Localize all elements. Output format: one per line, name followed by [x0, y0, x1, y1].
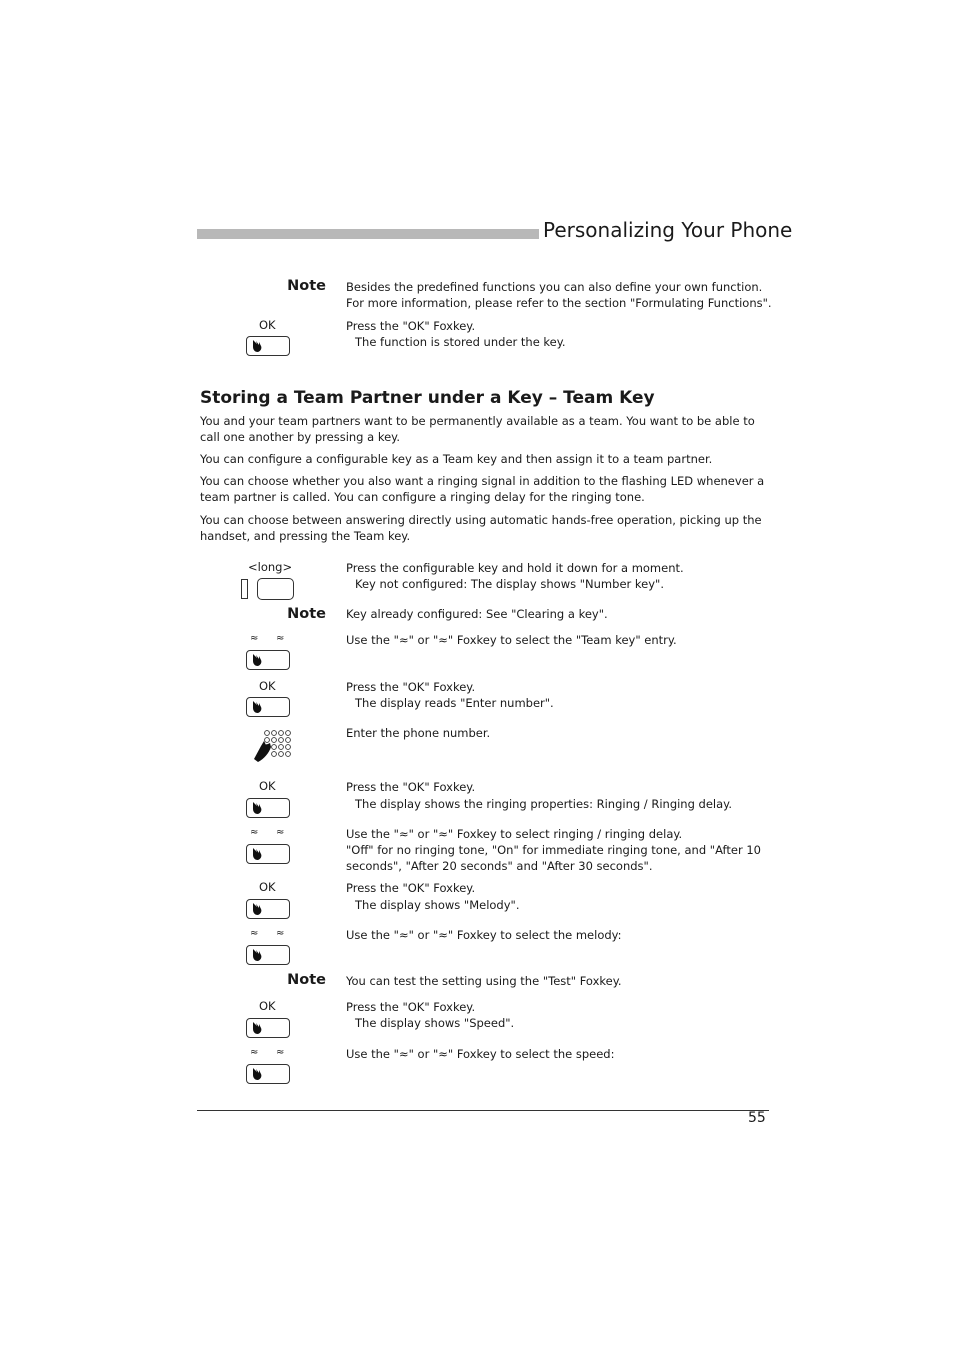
ok-label: OK	[259, 318, 276, 332]
foxkey-icon	[246, 650, 290, 670]
footer-divider	[197, 1110, 769, 1111]
foxkey-icon	[246, 798, 290, 818]
foxkey-icon	[246, 1064, 290, 1084]
note-label: Note	[287, 278, 326, 294]
paragraph-3: You can choose whether you also want a ringing signal in addition to the flashing LED whenever a team partner is called. You can configure a ringing delay for the ringing tone.	[200, 474, 765, 504]
paragraph-4: You can choose between answering directly using automatic hands-free operation, picking up the handset, and pressing the Team key.	[200, 513, 762, 543]
hand-icon	[250, 652, 266, 668]
foxkey-icon	[246, 899, 290, 919]
foxkey-icon	[246, 336, 290, 356]
page-number: 55	[748, 1110, 766, 1126]
arrow-up-icon: ≈	[250, 928, 259, 939]
hand-icon	[250, 947, 266, 963]
section-title: Storing a Team Partner under a Key – Team Key	[200, 388, 655, 408]
step-text: Press the "OK" Foxkey.	[346, 1000, 476, 1014]
step-detail: "Off" for no ringing tone, "On" for immediate ringing tone, and "After 10	[346, 843, 761, 857]
step-detail: seconds", "After 20 seconds" and "After 30 seconds".	[346, 859, 653, 873]
paragraph-2: You can configure a configurable key as a Team key and then assign it to a team partner.	[200, 452, 713, 466]
foxkey-icon	[246, 697, 290, 717]
step-result: The display shows "Melody".	[355, 898, 520, 912]
step-text: Press the "OK" Foxkey.	[346, 680, 476, 694]
ok-label: OK	[259, 999, 276, 1013]
foxkey-icon	[246, 1018, 290, 1038]
step-text: Use the "≈" or "≈" Foxkey to select the speed:	[346, 1047, 615, 1061]
foxkey-icon	[246, 945, 290, 965]
arrow-up-icon: ≈	[250, 633, 259, 644]
ok-label: OK	[259, 679, 276, 693]
hand-icon	[250, 1020, 266, 1036]
hand-icon	[250, 846, 266, 862]
step-result: The display shows "Speed".	[355, 1016, 515, 1030]
long-label: <long>	[248, 560, 293, 574]
arrow-down-icon: ≈	[276, 1047, 285, 1058]
led-icon	[241, 579, 248, 599]
page-header-title: Personalizing Your Phone	[543, 218, 793, 242]
hand-icon	[250, 699, 266, 715]
step-text: Press the "OK" Foxkey.	[346, 319, 476, 333]
arrow-down-icon: ≈	[276, 928, 285, 939]
note-text-1: Besides the predefined functions you can also define your own function.	[346, 280, 763, 294]
note-text: You can test the setting using the "Test" Foxkey.	[346, 974, 622, 988]
note-label: Note	[287, 972, 326, 988]
arrow-down-icon: ≈	[276, 633, 285, 644]
hand-icon	[250, 1066, 266, 1082]
step-text: Press the configurable key and hold it down for a moment.	[346, 561, 684, 575]
step-result: The function is stored under the key.	[355, 335, 566, 349]
step-result: The display reads "Enter number".	[355, 696, 554, 710]
hand-icon	[250, 901, 266, 917]
hand-icon	[250, 800, 266, 816]
paragraph-1: You and your team partners want to be permanently available as a team. You want to be able to call one another by pressing a key.	[200, 414, 755, 444]
step-result: The display shows the ringing properties: Ringing / Ringing delay.	[355, 797, 732, 811]
ok-label: OK	[259, 880, 276, 894]
ok-label: OK	[259, 779, 276, 793]
note-label: Note	[287, 606, 326, 622]
header-bar	[197, 229, 539, 239]
hand-icon	[250, 338, 266, 354]
step-result: Key not configured: The display shows "Number key".	[355, 577, 664, 591]
foxkey-icon	[246, 844, 290, 864]
note-text: Key already configured: See "Clearing a key".	[346, 607, 608, 621]
arrow-up-icon: ≈	[250, 827, 259, 838]
step-text: Press the "OK" Foxkey.	[346, 881, 476, 895]
note-text-2: For more information, please refer to the section "Formulating Functions".	[346, 296, 772, 310]
step-text: Enter the phone number.	[346, 726, 491, 740]
keypad-icon	[252, 729, 294, 763]
step-text: Use the "≈" or "≈" Foxkey to select the "Team key" entry.	[346, 633, 677, 647]
step-text: Use the "≈" or "≈" Foxkey to select the melody:	[346, 928, 622, 942]
configurable-key-icon	[257, 578, 294, 600]
arrow-down-icon: ≈	[276, 827, 285, 838]
arrow-up-icon: ≈	[250, 1047, 259, 1058]
step-text: Press the "OK" Foxkey.	[346, 780, 476, 794]
step-text: Use the "≈" or "≈" Foxkey to select ringing / ringing delay.	[346, 827, 683, 841]
